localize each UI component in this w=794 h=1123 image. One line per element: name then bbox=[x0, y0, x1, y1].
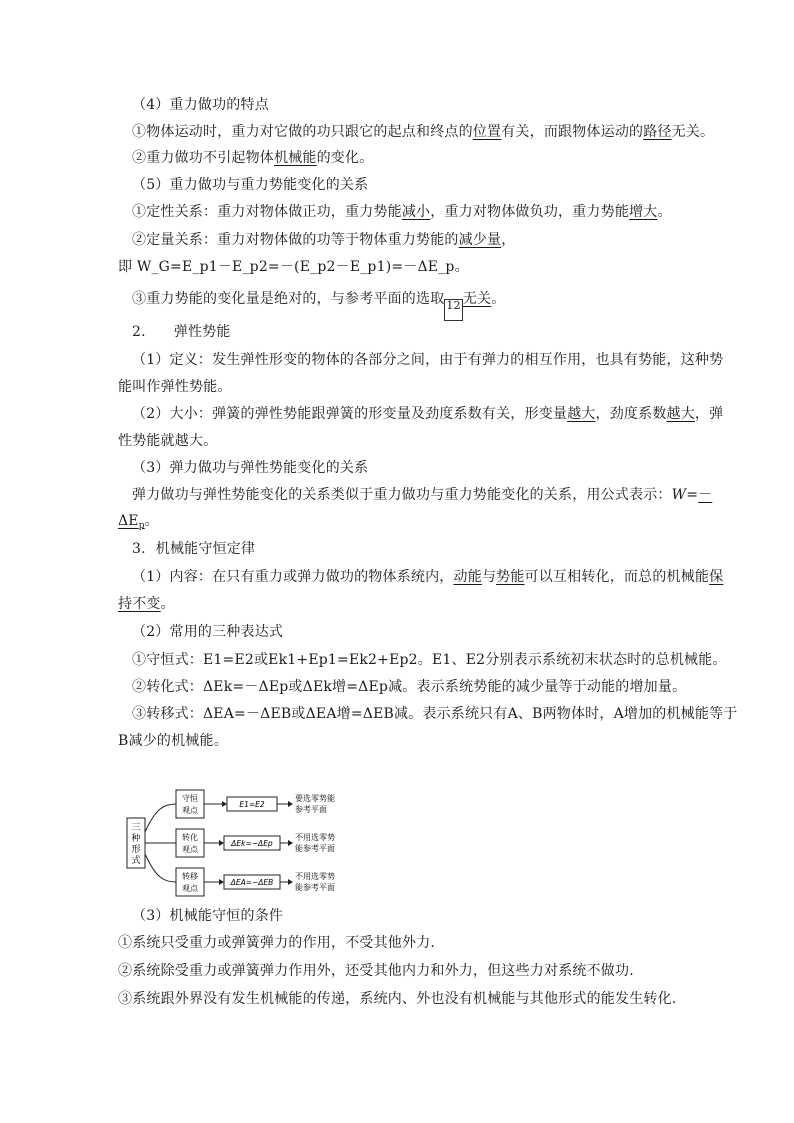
section-number: 3. bbox=[132, 541, 146, 557]
arrow-head bbox=[219, 840, 224, 846]
heading-three-expressions: （2）常用的三种表达式 bbox=[132, 624, 284, 640]
note-text: 要选零势能 bbox=[295, 794, 335, 803]
heading-elastic-work-relation: （3）弹力做功与弹性势能变化的关系 bbox=[132, 460, 369, 476]
expression-conservation: ①守恒式：E1=E2或Ek1+Ep1=Ek2+Ep2。E1、E2分别表示系统初末状态时的总机械能。 bbox=[132, 652, 727, 668]
text: 。 bbox=[144, 513, 159, 529]
note-text: 能参考平面 bbox=[295, 844, 335, 853]
view-label: 观点 bbox=[182, 806, 198, 815]
root-char: 形 bbox=[131, 845, 141, 855]
text: 弹力做功与弹性势能变化的关系类似于重力做功与重力势能变化的关系，用公式表示： bbox=[132, 487, 672, 503]
view-label: 观点 bbox=[182, 845, 198, 854]
text: ，重力对物体做负功，重力势能 bbox=[430, 204, 630, 220]
condition-three: ③系统跟外界没有发生机械能的传递，系统内、外也没有机械能与其他形式的能发生转化. bbox=[118, 991, 677, 1007]
text: 的变化。 bbox=[316, 150, 374, 166]
text: 无关。 bbox=[671, 124, 715, 140]
paragraph-path-independence bbox=[132, 122, 714, 142]
paragraph-elastic-definition-cont: 能叫作弹性势能。 bbox=[118, 379, 232, 395]
section-number: 2. bbox=[132, 324, 146, 340]
section-elastic-potential bbox=[132, 322, 231, 342]
formula-w: W= bbox=[671, 487, 699, 503]
blank-kinetic: 动能 bbox=[453, 569, 482, 585]
text: 与 bbox=[481, 569, 497, 585]
text: （2）大小：弹簧的弹性势能跟弹簧的形变量及劲度系数有关，形变量 bbox=[132, 406, 568, 422]
blank-unchanged: 持不变 bbox=[118, 596, 161, 612]
section-title: 弹性势能 bbox=[173, 324, 231, 340]
text: 。 bbox=[657, 204, 672, 220]
expression-transfer: ③转移式：ΔEA=－ΔEB或ΔEA增=ΔEB减。表示系统只有A、B两物体时，A增加的机械能等于 bbox=[132, 706, 738, 722]
view-label: 守恒 bbox=[182, 794, 198, 803]
formula-text: 即 W_G=E_p1－E_p2=－(E_p2－E_p1)=－ΔE_p。 bbox=[118, 259, 469, 275]
text: ②定量关系：重力对物体做的功等于物体重力势能的 bbox=[132, 232, 459, 248]
arrow-head bbox=[288, 801, 293, 807]
blank-larger: 越大 bbox=[567, 406, 596, 422]
root-char: 种 bbox=[131, 834, 141, 844]
formula-delta-e: ΔE bbox=[118, 513, 139, 529]
text: 有关，而跟物体运动的 bbox=[501, 124, 644, 140]
subscript: p bbox=[138, 521, 145, 531]
expression-transfer-cont: B减少的机械能。 bbox=[118, 733, 228, 749]
paragraph-elastic-formula-cont bbox=[118, 511, 159, 531]
paragraph-absolute-change bbox=[132, 289, 505, 321]
blank-path: 路径 bbox=[643, 124, 672, 140]
blank-reduction: 减少量 bbox=[458, 232, 502, 248]
formula-gravity-work bbox=[118, 257, 469, 277]
root-char: 式 bbox=[131, 856, 141, 866]
expression-conversion: ②转化式：ΔEk=－ΔEp或ΔEk增=ΔEp减。表示系统势能的减少量等于动能的增加量。 bbox=[132, 679, 687, 695]
paragraph-quantitative-relation bbox=[132, 230, 515, 250]
blank-position: 位置 bbox=[472, 124, 502, 140]
paragraph-elastic-magnitude bbox=[132, 404, 723, 424]
note-text: 参考平面 bbox=[295, 805, 327, 814]
text: ②重力做功不引起物体 bbox=[132, 150, 274, 166]
note-text: 不用选零势 bbox=[295, 872, 335, 881]
view-label: 转化 bbox=[182, 833, 198, 842]
heading-gravity-work-features: （4）重力做功的特点 bbox=[132, 97, 269, 113]
arrow-head bbox=[288, 840, 293, 846]
branch-line bbox=[145, 854, 176, 882]
heading-conservation-conditions: （3）机械能守恒的条件 bbox=[132, 908, 284, 924]
blank-minus: － bbox=[698, 487, 713, 503]
text: ①物体运动时，重力对它做的功只跟它的起点和终点的 bbox=[132, 124, 473, 140]
paragraph-no-mechanical-change bbox=[132, 148, 373, 168]
heading-gravity-potential-relation: （5）重力做功与重力势能变化的关系 bbox=[132, 177, 369, 193]
text: 。 bbox=[160, 596, 175, 612]
section-energy-conservation bbox=[132, 539, 255, 559]
answer-box: 12 bbox=[444, 299, 462, 321]
condition-two: ②系统除受重力或弹簧弹力作用外，还受其他内力和外力，但这些力对系统不做功. bbox=[118, 963, 634, 979]
blank-increase: 增大 bbox=[629, 204, 658, 220]
root-char: 三 bbox=[131, 823, 141, 833]
arrow-head bbox=[288, 879, 293, 885]
formula-label: ΔEk=−ΔEp bbox=[231, 839, 273, 848]
text: ③重力势能的变化量是绝对的，与参考平面的选取 bbox=[132, 291, 445, 307]
paragraph-elastic-magnitude-cont: 性势能就越大。 bbox=[118, 433, 218, 449]
paragraph-qualitative-relation bbox=[132, 202, 672, 222]
view-label: 观点 bbox=[182, 884, 198, 893]
blank-larger: 越大 bbox=[666, 406, 695, 422]
paragraph-conservation-content bbox=[132, 567, 723, 587]
paragraph-elastic-definition: （1）定义：发生弹性形变的物体的各部分之间，由于有弹力的相互作用，也具有势能，这种势 bbox=[132, 352, 724, 368]
condition-one: ①系统只受重力或弹簧弹力的作用，不受其他外力. bbox=[118, 935, 436, 951]
note-text: 不用选零势 bbox=[295, 833, 335, 842]
paragraph-conservation-content-cont bbox=[118, 594, 175, 614]
blank-decrease: 减小 bbox=[401, 204, 431, 220]
view-label: 转移 bbox=[182, 872, 198, 881]
text: 可以互相转化，而总的机械能 bbox=[524, 569, 710, 585]
arrow-head bbox=[219, 879, 224, 885]
section-title: 机械能守恒定律 bbox=[155, 541, 256, 557]
blank-potential: 势能 bbox=[496, 569, 525, 585]
text: ，劲度系数 bbox=[595, 406, 667, 422]
blank-keep: 保 bbox=[709, 569, 724, 585]
text: ①定性关系：重力对物体做正功，重力势能 bbox=[132, 204, 402, 220]
note-text: 能参考平面 bbox=[295, 883, 335, 892]
text: ，弹 bbox=[694, 406, 724, 422]
arrow-head bbox=[222, 801, 227, 807]
text: （1）内容：在只有重力或弹力做功的物体系统内， bbox=[132, 569, 454, 585]
three-forms-diagram bbox=[126, 780, 366, 900]
text: 。 bbox=[491, 291, 506, 307]
branch-line bbox=[145, 804, 176, 832]
paragraph-elastic-formula bbox=[132, 485, 712, 505]
blank-irrelevant: 无关 bbox=[462, 291, 492, 307]
text: ， bbox=[501, 232, 516, 248]
formula-label: E1=E2 bbox=[239, 800, 265, 809]
blank-mechanical-energy: 机械能 bbox=[274, 150, 317, 166]
formula-label: ΔEA=−ΔEB bbox=[230, 878, 274, 887]
